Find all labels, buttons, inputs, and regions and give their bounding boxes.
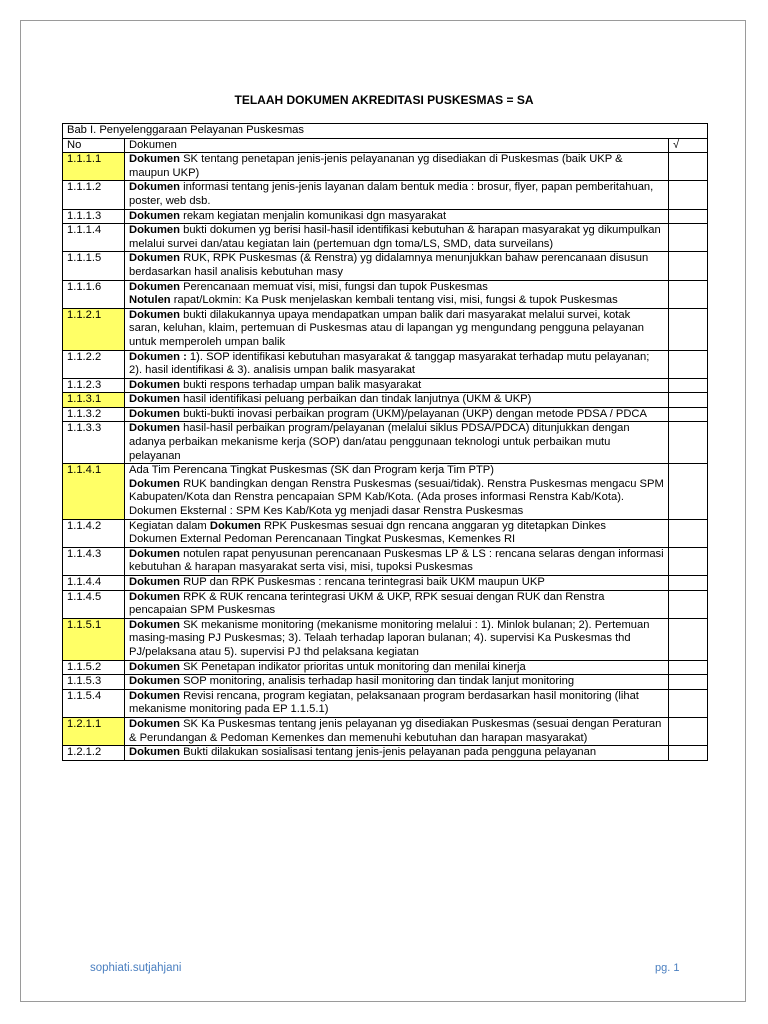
document-text: RUP dan RPK Puskesmas : rencana terintegrasi baik UKM maupun UKP [179, 576, 545, 588]
document-line [129, 478, 664, 505]
document-line [129, 294, 664, 308]
table-row [63, 224, 708, 252]
row-number: 1.1.2.1 [63, 308, 125, 350]
bold-keyword: Dokumen [129, 308, 180, 321]
row-check-cell [669, 378, 708, 393]
row-number: 1.1.2.2 [63, 350, 125, 378]
row-check-cell [669, 590, 708, 618]
row-check-cell [669, 308, 708, 350]
document-text: Revisi rencana, program kegiatan, pelaksanaan program berdasarkan hasil monitoring (lihat mekanisme monitoring pada EP 1.1.5.1) [129, 689, 639, 716]
row-check-cell [669, 252, 708, 280]
bold-keyword: Dokumen [129, 477, 180, 490]
row-check-cell [669, 280, 708, 308]
row-check-cell [669, 181, 708, 209]
document-line [129, 661, 664, 675]
document-line [129, 591, 664, 618]
row-check-cell [669, 224, 708, 252]
row-number: 1.1.4.5 [63, 590, 125, 618]
document-text: bukti-bukti inovasi perbaikan program (UKM)/pelayanan (UKP) dengan metode PDSA / PDCA [179, 407, 647, 420]
table-row [63, 181, 708, 209]
document-text: bukti dokumen yg berisi hasil-hasil identifikasi kebutuhan & harapan masyarakat yg dikumpulkan melalui survei dan/atau kegiatan lain (pertemuan dgn toma/LS, SMD, data surveilans) [129, 224, 661, 250]
document-line [129, 675, 664, 689]
table-row [63, 675, 708, 690]
bold-keyword: Dokumen [129, 153, 180, 166]
bold-keyword: Notulen [129, 294, 171, 307]
document-line [129, 718, 664, 745]
footer-page-number: pg. 1 [655, 962, 680, 974]
row-number: 1.1.4.1 [63, 464, 125, 519]
header-row [63, 138, 708, 153]
bold-keyword: Dokumen [129, 280, 180, 293]
row-check-cell [669, 618, 708, 660]
row-check-cell [669, 746, 708, 761]
bold-keyword: Dokumen [129, 660, 180, 673]
row-document-text [125, 181, 669, 209]
document-text: Kegiatan dalam [129, 519, 210, 532]
row-document-text [125, 393, 669, 408]
row-check-cell [669, 519, 708, 547]
row-number: 1.1.4.4 [63, 576, 125, 591]
document-line [129, 393, 664, 407]
document-text: hasil identifikasi peluang perbaikan dan tindak lanjutnya (UKM & UKP) [179, 393, 532, 406]
document-line [129, 505, 664, 519]
row-number: 1.1.1.2 [63, 181, 125, 209]
row-document-text [125, 675, 669, 690]
row-check-cell [669, 547, 708, 575]
row-document-text [125, 590, 669, 618]
bold-keyword: Dokumen [129, 224, 180, 237]
bold-keyword: Dokumen [129, 590, 180, 603]
row-check-cell [669, 675, 708, 690]
row-number: 1.1.5.3 [63, 675, 125, 690]
document-line [129, 619, 664, 660]
bold-keyword: Dokumen [129, 746, 180, 759]
document-line [129, 351, 664, 378]
row-document-text [125, 660, 669, 675]
row-document-text [125, 308, 669, 350]
document-text: SK Ka Puskesmas tentang jenis pelayanan yg disediakan Puskesmas (sesuai dengan Peraturan & Perundangan & Pedoman Kemenkes dan memenuhi kebutuhan dan harapan masyarakat) [129, 717, 662, 744]
document-line [129, 548, 664, 575]
row-document-text [125, 280, 669, 308]
document-text: 1). SOP identifikasi kebutuhan masyarakat & tanggap masyarakat terhadap mutu pelayanan; 2). hasil identifikasi & 3). analisis umpan balik masyarakat [129, 350, 650, 377]
row-document-text [125, 252, 669, 280]
document-line [129, 464, 664, 478]
table-row [63, 378, 708, 393]
row-number: 1.1.1.3 [63, 209, 125, 224]
bold-keyword: Dokumen [129, 689, 180, 702]
row-document-text [125, 689, 669, 717]
row-number: 1.1.4.3 [63, 547, 125, 575]
document-text: informasi tentang jenis-jenis layanan dalam bentuk media : brosur, flyer, papan pemberitahuan, poster, web dsb. [129, 181, 654, 207]
document-text: SOP monitoring, analisis terhadap hasil monitoring dan tindak lanjut monitoring [179, 675, 575, 688]
table-row [63, 308, 708, 350]
header-check: √ [669, 138, 708, 153]
document-text: SK mekanisme monitoring (mekanisme monitoring melalui : 1). Minlok bulanan; 2). Pertemuan masing-masing PJ Puskesmas; 3). Telaah terhadap laporan bulanan; 4). supervisi Ka Puskesmas thd PJ/pelaksana atau 5). supervisi PJ thd pelaksana kegiatan [129, 618, 650, 658]
table-row [63, 660, 708, 675]
row-document-text [125, 209, 669, 224]
table-row [63, 350, 708, 378]
table-row [63, 393, 708, 408]
document-text: Dokumen Eksternal : SPM Kes Kab/Kota yg menjadi dasar Renstra Puskesmas [129, 505, 524, 518]
document-text: Bukti dilakukan sosialisasi tentang jenis-jenis pelayanan pada pengguna pelayanan [179, 746, 597, 759]
table-row [63, 547, 708, 575]
table-body [63, 153, 708, 761]
table-row [63, 689, 708, 717]
document-text: bukti respons terhadap umpan balik masyarakat [179, 378, 422, 391]
bold-keyword: Dokumen [129, 547, 180, 560]
row-document-text [125, 378, 669, 393]
bold-keyword: Dokumen [129, 209, 180, 222]
bold-keyword: Dokumen [129, 422, 180, 435]
bold-keyword: Dokumen [129, 393, 180, 406]
document-text: RUK, RPK Puskesmas (& Renstra) yg didalamnya menunjukkan bahaw perencanaan disusun berdasarkan hasil analisis kebutuhan masy [129, 252, 649, 278]
document-text: Perencanaan memuat visi, misi, fungsi dan tupok Puskesmas [179, 280, 488, 293]
table-row [63, 422, 708, 464]
document-line [129, 224, 664, 251]
document-text: bukti dilakukannya upaya mendapatkan umpan balik dari masyarakat melalui survei, kotak saran, keluhan, klaim, pertemuan di Puskesmas atau di lapangan yg mengundang pengguna pelayanan untuk memperoleh umpan balik [129, 308, 644, 348]
row-document-text [125, 464, 669, 519]
row-document-text [125, 350, 669, 378]
table-row [63, 153, 708, 181]
row-document-text [125, 547, 669, 575]
row-number: 1.1.5.2 [63, 660, 125, 675]
bold-keyword: Dokumen : [129, 350, 187, 363]
bold-keyword: Dokumen [129, 618, 180, 631]
table-row [63, 252, 708, 280]
document-line [129, 281, 664, 295]
chapter-row [63, 124, 708, 139]
header-no: No [63, 138, 125, 153]
header-dokumen: Dokumen [125, 138, 669, 153]
table-row [63, 407, 708, 422]
row-check-cell [669, 422, 708, 464]
document-line [129, 181, 664, 208]
document-text: RUK bandingkan dengan Renstra Puskesmas (sesuai/tidak). Renstra Puskesmas mengacu SPM Kabupaten/Kota dan Renstra pencapaian SPM Kab/Kota. (Ada proses informasi Renstra Kab/Kota). [129, 477, 664, 504]
document-line [129, 690, 664, 717]
bold-keyword: Dokumen [129, 378, 180, 391]
row-number: 1.1.3.1 [63, 393, 125, 408]
row-number: 1.1.1.5 [63, 252, 125, 280]
document-line [129, 252, 664, 279]
row-number: 1.1.4.2 [63, 519, 125, 547]
document-text: rekam kegiatan menjalin komunikasi dgn masyarakat [179, 209, 447, 222]
row-check-cell [669, 350, 708, 378]
table-row [63, 590, 708, 618]
bold-keyword: Dokumen [129, 181, 180, 194]
document-text: Ada Tim Perencana Tingkat Puskesmas (SK dan Program kerja Tim PTP) [129, 464, 494, 477]
row-check-cell [669, 153, 708, 181]
row-document-text [125, 407, 669, 422]
document-text: RPK & RUK rencana terintegrasi UKM & UKP, RPK sesuai dengan RUK dan Renstra pencapaian SPM Puskesmas [129, 590, 605, 617]
document-line [129, 533, 664, 547]
bold-keyword: Dokumen [209, 519, 261, 532]
row-number: 1.1.5.1 [63, 618, 125, 660]
document-line [129, 408, 664, 422]
table-row [63, 209, 708, 224]
bold-keyword: Dokumen [129, 576, 180, 588]
row-document-text [125, 153, 669, 181]
row-check-cell [669, 393, 708, 408]
table-row [63, 717, 708, 745]
row-document-text [125, 576, 669, 591]
row-document-text [125, 519, 669, 547]
document-line [129, 210, 664, 224]
footer-author: sophiati.sutjahjani [90, 962, 182, 974]
row-document-text [125, 746, 669, 761]
table-row [63, 746, 708, 761]
row-document-text [125, 618, 669, 660]
row-check-cell [669, 464, 708, 519]
row-number: 1.2.1.2 [63, 746, 125, 761]
document-text: RPK Puskesmas sesuai dgn rencana anggaran yg ditetapkan Dinkes [260, 519, 606, 532]
document-line [129, 520, 664, 534]
document-review-table [62, 123, 708, 761]
row-number: 1.1.1.4 [63, 224, 125, 252]
table-row [63, 280, 708, 308]
row-check-cell [669, 576, 708, 591]
row-check-cell [669, 717, 708, 745]
document-line [129, 153, 664, 180]
row-document-text [125, 224, 669, 252]
row-document-text [125, 717, 669, 745]
document-title: TELAAH DOKUMEN AKREDITASI PUSKESMAS = SA [234, 93, 534, 107]
row-check-cell [669, 689, 708, 717]
document-text: rapat/Lokmin: Ka Pusk menjelaskan kembali tentang visi, misi, fungsi & tupok Puskesmas [170, 294, 618, 307]
document-line [129, 379, 664, 393]
table-row [63, 576, 708, 591]
chapter-heading: Bab I. Penyelenggaraan Pelayanan Puskesmas [63, 124, 708, 139]
bold-keyword: Dokumen [129, 407, 180, 420]
document-line [129, 309, 664, 350]
table-row [63, 464, 708, 519]
bold-keyword: Dokumen [129, 252, 180, 265]
document-text: hasil-hasil perbaikan program/pelayanan (melalui siklus PDSA/PDCA) ditunjukkan dengan adanya perbaikan mekanisme kerja (SOP) dan/atau penggunaan teknologi untuk perbaikan mutu pelayanan [129, 422, 630, 462]
table-row [63, 519, 708, 547]
row-number: 1.1.3.3 [63, 422, 125, 464]
document-text: SK tentang penetapan jenis-jenis pelayananan yg disediakan di Puskesmas (baik UKP & maupun UKP) [129, 153, 623, 179]
row-number: 1.1.1.6 [63, 280, 125, 308]
row-number: 1.1.5.4 [63, 689, 125, 717]
row-number: 1.1.1.1 [63, 153, 125, 181]
row-check-cell [669, 407, 708, 422]
row-check-cell [669, 209, 708, 224]
document-text: notulen rapat penyusunan perencanaan Puskesmas LP & LS : rencana selaras dengan informasi kebutuhan & harapan masyarakat serta visi, misi, tupoksi Puskesmas [129, 547, 664, 574]
document-line [129, 746, 664, 760]
document-text: SK Penetapan indikator prioritas untuk monitoring dan menilai kinerja [179, 660, 526, 673]
document-text: Dokumen External Pedoman Perencanaan Tingkat Puskesmas, Kemenkes RI [129, 533, 516, 546]
document-line [129, 422, 664, 463]
table-row [63, 618, 708, 660]
row-check-cell [669, 660, 708, 675]
row-number: 1.1.2.3 [63, 378, 125, 393]
row-document-text [125, 422, 669, 464]
bold-keyword: Dokumen [129, 717, 180, 730]
row-number: 1.1.3.2 [63, 407, 125, 422]
bold-keyword: Dokumen [129, 675, 180, 688]
row-number: 1.2.1.1 [63, 717, 125, 745]
document-line [129, 576, 664, 590]
